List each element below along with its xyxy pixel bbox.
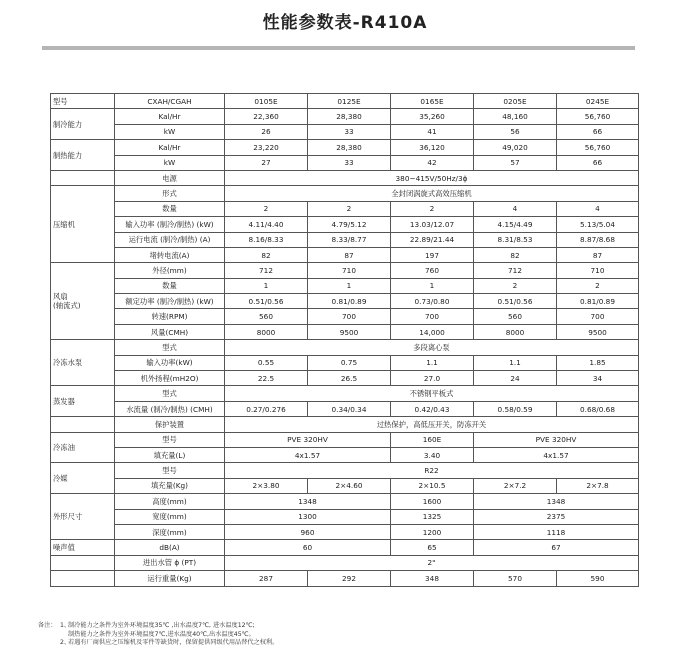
value-cell: 1348 <box>474 494 639 509</box>
value-cell: 0.51/0.56 <box>474 294 557 309</box>
note-number: 1、 <box>60 622 71 629</box>
value-cell: 197 <box>391 247 474 262</box>
value-cell: 1600 <box>391 494 474 509</box>
table-row-model <box>51 94 639 109</box>
notes <box>38 622 648 648</box>
page-title: 性能参数表-R410A <box>262 13 428 33</box>
value-cell: 0.55 <box>225 355 308 370</box>
table-row <box>51 309 639 324</box>
value-cell: 0.51/0.56 <box>225 294 308 309</box>
evaporator-type-value: 不锈钢平板式 <box>225 386 639 401</box>
table-row <box>51 494 639 509</box>
protection-value: 过热保护，高低压开关，防冻开关 <box>225 417 639 432</box>
power-label: 电源 <box>115 170 225 185</box>
value-cell: 8.87/8.68 <box>557 232 639 247</box>
value-cell: 87 <box>308 247 391 262</box>
heating-label: 制热能力 <box>51 140 115 171</box>
value-cell: 700 <box>308 309 391 324</box>
value-cell: 1200 <box>391 524 474 539</box>
value-cell: 33 <box>308 124 391 139</box>
value-cell: 28,380 <box>308 109 391 124</box>
value-cell: 1118 <box>474 524 639 539</box>
note-number <box>60 631 68 640</box>
oil-label: 冷冻油 <box>51 432 115 463</box>
value-cell: 82 <box>225 247 308 262</box>
dimensions-label: 外形尺寸 <box>51 494 115 540</box>
table-row <box>51 170 639 185</box>
table-row <box>51 124 639 139</box>
row-label: dB(A) <box>115 540 225 555</box>
pipe-value: 2" <box>225 555 639 570</box>
note-text: 制冷能力之条件为室外环境温度35℃ ,出水温度7℃, 进水温度12℃; <box>68 622 255 629</box>
value-cell: 560 <box>474 309 557 324</box>
value-cell: 0.58/0.59 <box>474 401 557 416</box>
table-row <box>51 355 639 370</box>
row-label: 水流量 (制冷/制热) (CMH) <box>115 401 225 416</box>
cooling-label: 制冷能力 <box>51 109 115 140</box>
value-cell: 49,020 <box>474 140 557 155</box>
value-cell: 4.79/5.12 <box>308 217 391 232</box>
value-cell: 0.73/0.80 <box>391 294 474 309</box>
row-label: 填充量(L) <box>115 447 225 462</box>
table-row <box>51 478 639 493</box>
table-row <box>51 247 639 262</box>
empty-cell <box>51 571 115 586</box>
model-cell: 0125E <box>308 94 391 109</box>
value-cell: 4x1.57 <box>474 447 639 462</box>
value-cell: 710 <box>308 263 391 278</box>
note-text: 若遇有厂商供应之压缩机及零件等缺货时，保留提供同级代用品替代之权利。 <box>68 639 279 646</box>
table-row <box>51 186 639 201</box>
table-row <box>51 401 639 416</box>
row-label: 数量 <box>115 278 225 293</box>
value-cell: 292 <box>308 571 391 586</box>
value-cell: 0.42/0.43 <box>391 401 474 416</box>
pipe-label: 进出水管 ϕ (PT) <box>115 555 225 570</box>
pump-label: 冷冻水泵 <box>51 340 115 386</box>
value-cell: 4 <box>557 201 639 216</box>
table-row <box>51 524 639 539</box>
value-cell: 2 <box>557 278 639 293</box>
row-label: 额定功率 (制冷/制热) (kW) <box>115 294 225 309</box>
value-cell: 960 <box>225 524 391 539</box>
empty-cell <box>51 555 115 570</box>
value-cell: 26.5 <box>308 371 391 386</box>
table-row <box>51 540 639 555</box>
table-row <box>51 217 639 232</box>
table-row <box>51 463 639 478</box>
table-row <box>51 155 639 170</box>
value-cell: R22 <box>225 463 639 478</box>
model-cell: 0205E <box>474 94 557 109</box>
table-row <box>51 140 639 155</box>
value-cell: 590 <box>557 571 639 586</box>
value-cell: 712 <box>225 263 308 278</box>
table-row <box>51 371 639 386</box>
value-cell: 0.81/0.89 <box>308 294 391 309</box>
value-cell: PVE 320HV <box>225 432 391 447</box>
value-cell: 56,760 <box>557 109 639 124</box>
value-cell: 33 <box>308 155 391 170</box>
value-cell: 22.5 <box>225 371 308 386</box>
row-label: 堵转电流(A) <box>115 247 225 262</box>
value-cell: 8.16/8.33 <box>225 232 308 247</box>
value-cell: 2×7.2 <box>474 478 557 493</box>
value-cell: 1325 <box>391 509 474 524</box>
table-row <box>51 555 639 570</box>
value-cell: 60 <box>225 540 391 555</box>
row-label: 型号 <box>115 463 225 478</box>
value-cell: 2 <box>391 201 474 216</box>
row-label: 风量(CMH) <box>115 324 225 339</box>
row-label: 型号 <box>115 432 225 447</box>
table-row <box>51 417 639 432</box>
row-label: 宽度(mm) <box>115 509 225 524</box>
value-cell: 23,220 <box>225 140 308 155</box>
refrigerant-label: 冷媒 <box>51 463 115 494</box>
table-row <box>51 571 639 586</box>
note-number: 2、 <box>60 639 71 646</box>
evaporator-type-label: 型式 <box>115 386 225 401</box>
table-row <box>51 263 639 278</box>
value-cell: 8000 <box>474 324 557 339</box>
value-cell: 2×4.60 <box>308 478 391 493</box>
table-row <box>51 386 639 401</box>
value-cell: 24 <box>474 371 557 386</box>
protection-label: 保护装置 <box>115 417 225 432</box>
value-cell: 1.1 <box>391 355 474 370</box>
value-cell: 2×3.80 <box>225 478 308 493</box>
value-cell: 0.75 <box>308 355 391 370</box>
value-cell: 41 <box>391 124 474 139</box>
value-cell: 712 <box>474 263 557 278</box>
value-cell: 760 <box>391 263 474 278</box>
note-text: 制热能力之条件为室外环境温度7℃,进水温度40℃,出水温度45℃。 <box>68 630 255 638</box>
pump-type-label: 型式 <box>115 340 225 355</box>
value-cell: 700 <box>557 309 639 324</box>
table-row <box>51 278 639 293</box>
noise-label: 噪声值 <box>51 540 115 555</box>
fan-label: 风扇 (轴流式) <box>51 263 115 340</box>
empty-cell <box>51 170 115 185</box>
value-cell: 1 <box>225 278 308 293</box>
value-cell: 27 <box>225 155 308 170</box>
compressor-type-label: 形式 <box>115 186 225 201</box>
value-cell: 65 <box>391 540 474 555</box>
value-cell: 28,380 <box>308 140 391 155</box>
value-cell: 66 <box>557 155 639 170</box>
value-cell: 22.89/21.44 <box>391 232 474 247</box>
value-cell: 348 <box>391 571 474 586</box>
value-cell: 22,360 <box>225 109 308 124</box>
model-cell: 0105E <box>225 94 308 109</box>
table-row <box>51 432 639 447</box>
value-cell: 560 <box>225 309 308 324</box>
value-cell: 67 <box>474 540 639 555</box>
table-row <box>51 447 639 462</box>
table-row <box>51 109 639 124</box>
value-cell: 5.13/5.04 <box>557 217 639 232</box>
empty-cell <box>51 417 115 432</box>
value-cell: 14,000 <box>391 324 474 339</box>
value-cell: 4.15/4.49 <box>474 217 557 232</box>
weight-label: 运行重量(Kg) <box>115 571 225 586</box>
table-row <box>51 201 639 216</box>
note-line <box>38 639 648 648</box>
value-cell: 710 <box>557 263 639 278</box>
value-cell: 700 <box>391 309 474 324</box>
model-cell: 0245E <box>557 94 639 109</box>
model-cell: 0165E <box>391 94 474 109</box>
value-cell: 82 <box>474 247 557 262</box>
value-cell: 0.27/0.276 <box>225 401 308 416</box>
note-line <box>38 622 648 631</box>
value-cell: 8.31/8.53 <box>474 232 557 247</box>
value-cell: 27.0 <box>391 371 474 386</box>
value-cell: 0.81/0.89 <box>557 294 639 309</box>
value-cell: 2×7.8 <box>557 478 639 493</box>
value-cell: 36,120 <box>391 140 474 155</box>
spec-table <box>50 93 639 587</box>
value-cell: 4.11/4.40 <box>225 217 308 232</box>
value-cell: 34 <box>557 371 639 386</box>
compressor-type-value: 全封闭涡旋式高效压缩机 <box>225 186 639 201</box>
value-cell: 9500 <box>308 324 391 339</box>
value-cell: 1.1 <box>474 355 557 370</box>
value-cell: 570 <box>474 571 557 586</box>
table-row <box>51 509 639 524</box>
unit-cell: kW <box>115 124 225 139</box>
title-underline <box>42 46 635 50</box>
unit-cell: Kal/Hr <box>115 109 225 124</box>
value-cell: 0.68/0.68 <box>557 401 639 416</box>
row-label: 输入功率 (制冷/制热) (kW) <box>115 217 225 232</box>
unit-cell: kW <box>115 155 225 170</box>
power-value: 380~415V/50Hz/3ϕ <box>225 170 639 185</box>
row-label: 数量 <box>115 201 225 216</box>
table-row <box>51 294 639 309</box>
evaporator-label: 蒸发器 <box>51 386 115 417</box>
value-cell: 1300 <box>225 509 391 524</box>
value-cell: 42 <box>391 155 474 170</box>
value-cell: 4 <box>474 201 557 216</box>
value-cell: 9500 <box>557 324 639 339</box>
value-cell: 56 <box>474 124 557 139</box>
models-label: 型号 <box>51 94 115 109</box>
value-cell: 2 <box>225 201 308 216</box>
value-cell: 287 <box>225 571 308 586</box>
pump-type-value: 多段离心泵 <box>225 340 639 355</box>
table-row <box>51 324 639 339</box>
value-cell: 13.03/12.07 <box>391 217 474 232</box>
row-label: 运行电流 (制冷/制热) (A) <box>115 232 225 247</box>
row-label: 填充量(Kg) <box>115 478 225 493</box>
value-cell: 2375 <box>474 509 639 524</box>
value-cell: 56,760 <box>557 140 639 155</box>
note-line <box>38 631 648 640</box>
row-label: 高度(mm) <box>115 494 225 509</box>
notes-label: 备注： <box>38 622 57 629</box>
value-cell: 66 <box>557 124 639 139</box>
series-cell: CXAH/CGAH <box>115 94 225 109</box>
value-cell: 1 <box>308 278 391 293</box>
row-label: 机外扬程(mH2O) <box>115 371 225 386</box>
value-cell: 87 <box>557 247 639 262</box>
value-cell: 3.40 <box>391 447 474 462</box>
value-cell: 1 <box>391 278 474 293</box>
value-cell: 8.33/8.77 <box>308 232 391 247</box>
value-cell: 57 <box>474 155 557 170</box>
value-cell: 8000 <box>225 324 308 339</box>
compressor-label: 压缩机 <box>51 186 115 263</box>
row-label: 深度(mm) <box>115 524 225 539</box>
value-cell: 26 <box>225 124 308 139</box>
row-label: 外径(mm) <box>115 263 225 278</box>
value-cell: 160E <box>391 432 474 447</box>
unit-cell: Kal/Hr <box>115 140 225 155</box>
row-label: 转速(RPM) <box>115 309 225 324</box>
table-row <box>51 340 639 355</box>
value-cell: PVE 320HV <box>474 432 639 447</box>
value-cell: 2 <box>308 201 391 216</box>
table-row <box>51 232 639 247</box>
value-cell: 35,260 <box>391 109 474 124</box>
value-cell: 1348 <box>225 494 391 509</box>
value-cell: 2 <box>474 278 557 293</box>
value-cell: 1.85 <box>557 355 639 370</box>
value-cell: 0.34/0.34 <box>308 401 391 416</box>
row-label: 输入功率(kW) <box>115 355 225 370</box>
value-cell: 2×10.5 <box>391 478 474 493</box>
value-cell: 4x1.57 <box>225 447 391 462</box>
value-cell: 48,160 <box>474 109 557 124</box>
